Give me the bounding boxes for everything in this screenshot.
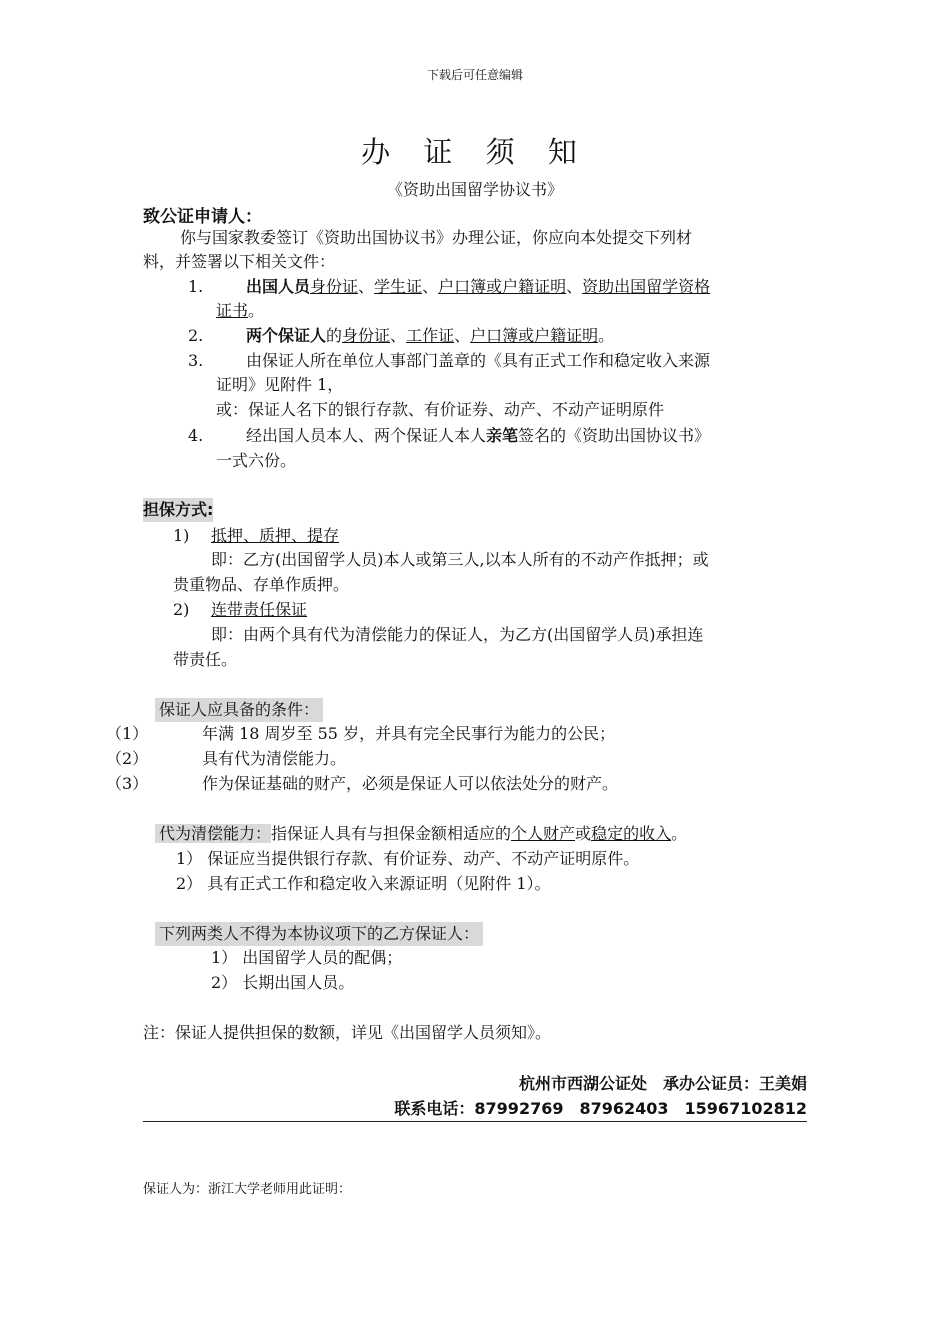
page-subtitle: 《资助出国留学协议书》	[386, 180, 563, 199]
conditions-heading: 保证人应具备的条件：	[155, 698, 323, 722]
guarantee-method-2-title: 连带责任保证	[211, 600, 308, 619]
condition-3-text: 作为保证基础的财产，必须是保证人可以依法处分的财产。	[202, 774, 619, 793]
page-title: 办 证 须 知	[361, 135, 589, 169]
item-3-line-3: 或：保证人名下的银行存款、有价证券、动产、不动产证明原件	[216, 400, 665, 419]
separator: 、	[390, 326, 407, 345]
intro-line-1: 你与国家教委签订《资助出国协议书》办理公证，你应向本处提交下列材	[180, 228, 693, 247]
item-4-text-c: 签名的《资助出国协议书》	[518, 426, 711, 445]
capacity-text-c: 。	[671, 824, 688, 843]
capacity-heading: 代为清偿能力：	[155, 824, 271, 843]
guarantee-method-2-number: 2)	[173, 600, 190, 619]
item-1-line-1	[246, 275, 710, 299]
intro-line-2: 料，并签署以下相关文件：	[143, 252, 336, 271]
item-2-lead: 两个保证人	[246, 326, 327, 345]
item-1-doc-student-card: 学生证	[374, 277, 423, 296]
condition-2-text: 具有代为清偿能力。	[202, 749, 347, 768]
separator: 、	[358, 277, 375, 296]
capacity-text-b: 或	[575, 824, 592, 843]
capacity-paragraph	[155, 822, 687, 846]
item-1-doc-id-card: 身份证	[310, 277, 359, 296]
item-1-doc-certificate: 证书	[216, 301, 249, 320]
guarantee-method-1-number: 1)	[173, 526, 190, 545]
item-2-end: 。	[598, 326, 615, 345]
greeting: 致公证申请人：	[143, 207, 262, 227]
item-4-text-a: 经出国人员本人、两个保证人本人	[246, 426, 487, 445]
guarantee-method-1-title: 抵押、质押、提存	[211, 526, 340, 545]
separator: 、	[566, 277, 583, 296]
item-2-doc-id-card: 身份证	[342, 326, 391, 345]
footer-text: 保证人为：浙江大学老师用此证明：	[143, 1182, 352, 1197]
guarantee-method-1-desc-1: 即：乙方(出国留学人员)本人或第三人,以本人所有的不动产作抵押；或	[211, 550, 709, 569]
item-2-doc-household: 户口簿或户籍证明	[470, 326, 599, 345]
capacity-personal-property: 个人财产	[511, 824, 576, 843]
capacity-point-2: 2） 具有正式工作和稳定收入来源证明（见附件 1）。	[176, 874, 551, 893]
separator: 、	[422, 277, 439, 296]
header-note: 下载后可任意编辑	[426, 68, 523, 82]
signature-office: 杭州市西湖公证处 承办公证员：王美娟	[518, 1074, 807, 1093]
guarantee-method-2-desc-2: 带责任。	[173, 650, 238, 669]
capacity-text-a: 指保证人具有与担保金额相适应的	[271, 824, 512, 843]
item-1-number: 1.	[188, 277, 204, 296]
item-1-line-2	[216, 299, 264, 323]
condition-1-number: （1）	[106, 724, 149, 743]
item-1-doc-qualification: 资助出国留学资格	[582, 277, 711, 296]
item-4-line-2: 一式六份。	[216, 451, 297, 470]
signature-phone: 联系电话：87992769 87962403 15967102812	[394, 1099, 807, 1118]
item-1-end: 。	[248, 301, 265, 320]
item-4-emphasis: 亲笔	[486, 426, 519, 445]
condition-1-text: 年满 18 周岁至 55 岁，并具有完全民事行为能力的公民；	[202, 724, 616, 743]
condition-3-number: （3）	[106, 774, 149, 793]
item-2-number: 2.	[188, 326, 204, 345]
item-3-line-2: 证明》见附件 1，	[216, 375, 344, 394]
item-3-number: 3.	[188, 351, 204, 370]
item-2-line	[246, 324, 614, 348]
item-4-line-1	[246, 424, 710, 448]
guarantee-heading: 担保方式:	[143, 498, 213, 522]
item-1-doc-household: 户口簿或户籍证明	[438, 277, 567, 296]
item-2-mid: 的	[326, 326, 343, 345]
note: 注：保证人提供担保的数额，详见《出国留学人员须知》。	[143, 1023, 552, 1042]
capacity-stable-income: 稳定的收入	[591, 824, 672, 843]
condition-2-number: （2）	[106, 749, 149, 768]
exclusion-heading: 下列两类人不得为本协议项下的乙方保证人：	[155, 922, 483, 946]
capacity-point-1: 1） 保证应当提供银行存款、有价证券、动产、不动产证明原件。	[176, 849, 640, 868]
separator: 、	[454, 326, 471, 345]
divider	[143, 1121, 807, 1122]
item-3-line-1: 由保证人所在单位人事部门盖章的《具有正式工作和稳定收入来源	[246, 351, 711, 370]
guarantee-method-1-desc-2: 贵重物品、存单作质押。	[173, 575, 350, 594]
item-4-number: 4.	[188, 426, 204, 445]
exclusion-2: 2） 长期出国人员。	[211, 973, 355, 992]
exclusion-1: 1） 出国留学人员的配偶；	[211, 948, 403, 967]
item-1-lead: 出国人员	[246, 277, 311, 296]
guarantee-method-2-desc-1: 即：由两个具有代为清偿能力的保证人，为乙方(出国留学人员)承担连	[211, 625, 704, 644]
item-2-doc-work-card: 工作证	[406, 326, 455, 345]
